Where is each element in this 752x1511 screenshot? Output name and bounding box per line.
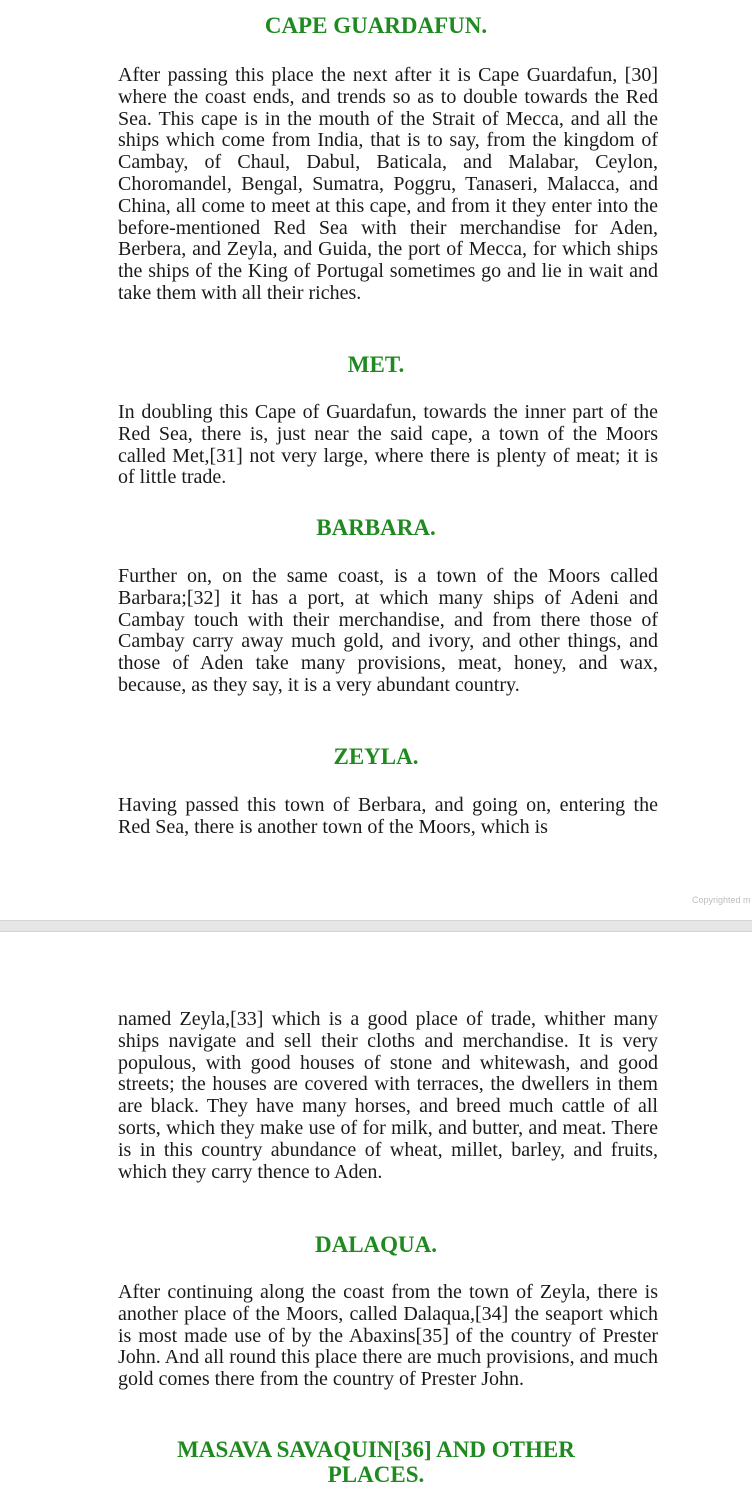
heading-met: MET. bbox=[347, 352, 405, 377]
paragraph-zeyla-start: Having passed this town of Berbara, and going on, entering the Red Sea, there is another town of the Moors, which is bbox=[118, 794, 658, 838]
paragraph-zeyla-continued: named Zeyla,[33] which is a good place of trade, whither many ships navigate and sell their cloths and merchandise. It is very populous, with good houses of stone and whitewash, and good streets; the houses are covered with terraces, the dwellers in them are black. They have many horses, and breed much cattle of all sorts, which they make use of for milk, and butter, and meat. There is in this country abundance of wheat, millet, barley, and fruits, which they carry thence to Aden. bbox=[118, 1008, 658, 1183]
heading-zeyla: ZEYLA. bbox=[333, 744, 419, 769]
page-2 bbox=[0, 932, 752, 1511]
paragraph-cape-guardafun: After passing this place the next after it is Cape Guardafun, [30] where the coast ends, and trends so as to double towards the Red Sea. This cape is in the mouth of the Strait of Mecca, and all the ships which come from India, that is to say, from the kingdom of Cambay, of Chaul, Dabul, Baticala, and Malabar, Ceylon, Choromandel, Bengal, Sumatra, Poggru, Tanaseri, Malacca, and China, all come to meet at this cape, and from it they enter into the before-mentioned Red Sea with their merchandise for Aden, Berbera, and Zeyla, and Guida, the port of Mecca, for which ships the ships of the King of Portugal sometimes go and lie in wait and take them with all their riches. bbox=[118, 64, 658, 304]
paragraph-met: In doubling this Cape of Guardafun, towards the inner part of the Red Sea, there is, just near the said cape, a town of the Moors called Met,[31] not very large, where there is plenty of meat; it is of little trade. bbox=[118, 401, 658, 489]
paragraph-barbara: Further on, on the same coast, is a town of the Moors called Barbara;[32] it has a port, at which many ships of Adeni and Cambay touch with their merchandise, and from there those of Cambay carry away much gold, and ivory, and other things, and those of Aden take many provisions, meat, honey, and wax, because, as they say, it is a very abundant country. bbox=[118, 565, 658, 696]
heading-dalaqua: DALAQUA. bbox=[314, 1232, 438, 1257]
paragraph-dalaqua: After continuing along the coast from the town of Zeyla, there is another place of the Moors, called Dalaqua,[34] the seaport which is most made use of by the Abaxins[35] of the country of Prester John. And all round this place there are much provisions, and much gold comes there from the country of Prester John. bbox=[118, 1281, 658, 1391]
heading-barbara: BARBARA. bbox=[316, 515, 436, 540]
heading-masava-savaquin: MASAVA SAVAQUIN[36] AND OTHER PLACES. bbox=[177, 1437, 575, 1487]
page-separator bbox=[0, 920, 752, 932]
heading-cape-guardafun: CAPE GUARDAFUN. bbox=[264, 13, 488, 38]
copyright-watermark: Copyrighted m bbox=[692, 895, 751, 905]
